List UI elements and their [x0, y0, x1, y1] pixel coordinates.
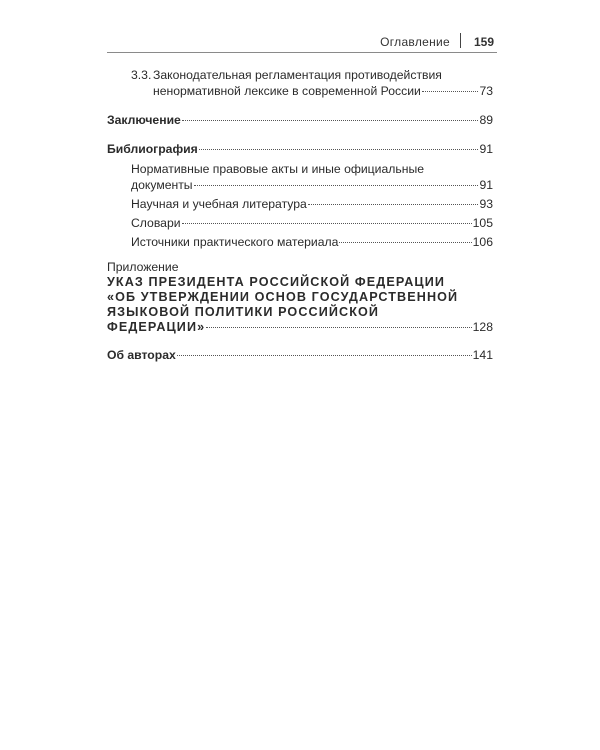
dot-leader [206, 327, 471, 328]
dot-leader [199, 149, 479, 150]
toc-entry-page: 91 [479, 178, 493, 192]
toc-entry-page: 128 [472, 320, 493, 334]
toc-entry-page: 73 [479, 84, 493, 98]
toc-entry-title: Библиография [107, 142, 198, 156]
running-header-section: Оглавление [380, 35, 450, 49]
toc-entry-page: 91 [479, 142, 493, 156]
toc-entry-page: 89 [479, 113, 493, 127]
toc-entry-appendix[interactable] [107, 259, 493, 335]
toc-entry-title: Словари [131, 216, 181, 230]
toc-entry-3-3[interactable] [107, 67, 493, 99]
toc-entry-conclusion[interactable] [107, 112, 493, 128]
toc-entry-title: Источники практического материала [131, 235, 339, 249]
toc-entry-label: Приложение [107, 260, 179, 274]
toc-subentry-scientific-literature[interactable] [107, 196, 493, 212]
dot-leader [182, 223, 472, 224]
toc-entry-title-line: ненормативной лексике в современной России [153, 84, 421, 98]
toc-entry-title-line: документы [131, 178, 193, 192]
toc-subentry-normative-acts[interactable] [107, 161, 493, 193]
dot-leader [422, 91, 479, 92]
toc-entry-page: 141 [472, 348, 493, 362]
toc-entry-title: Об авторах [107, 348, 176, 362]
dot-leader [308, 204, 479, 205]
appendix-title-line: ЯЗЫКОВОЙ ПОЛИТИКИ РОССИЙСКОЙ [107, 305, 380, 319]
table-of-contents [107, 67, 493, 363]
toc-entry-title-line: Нормативные правовые акты и иные официальные [131, 162, 424, 176]
appendix-title-line: УКАЗ ПРЕЗИДЕНТА РОССИЙСКОЙ ФЕДЕРАЦИИ [107, 275, 446, 289]
toc-entry-page: 106 [472, 235, 493, 249]
running-header [107, 30, 497, 53]
toc-subentry-dictionaries[interactable] [107, 215, 493, 231]
toc-entry-bibliography[interactable] [107, 141, 493, 157]
appendix-title-line: ФЕДЕРАЦИИ» [107, 320, 206, 334]
appendix-title-line: «ОБ УТВЕРЖДЕНИИ ОСНОВ ГОСУДАРСТВЕННОЙ [107, 290, 459, 304]
toc-subentry-practical-sources[interactable] [107, 234, 493, 250]
dot-leader [339, 242, 471, 243]
dot-leader [194, 185, 479, 186]
toc-entry-title-line: Законодательная регламентация противодействия [153, 68, 442, 82]
toc-entry-title: Заключение [107, 113, 181, 127]
toc-entry-page: 105 [472, 216, 493, 230]
toc-entry-number: 3.3. [131, 68, 152, 82]
dot-leader [182, 120, 479, 121]
toc-entry-authors[interactable] [107, 347, 493, 363]
toc-entry-title: Научная и учебная литература [131, 197, 307, 211]
header-divider [460, 33, 461, 48]
dot-leader [177, 355, 472, 356]
page-number: 159 [473, 35, 494, 49]
toc-entry-page: 93 [479, 197, 493, 211]
